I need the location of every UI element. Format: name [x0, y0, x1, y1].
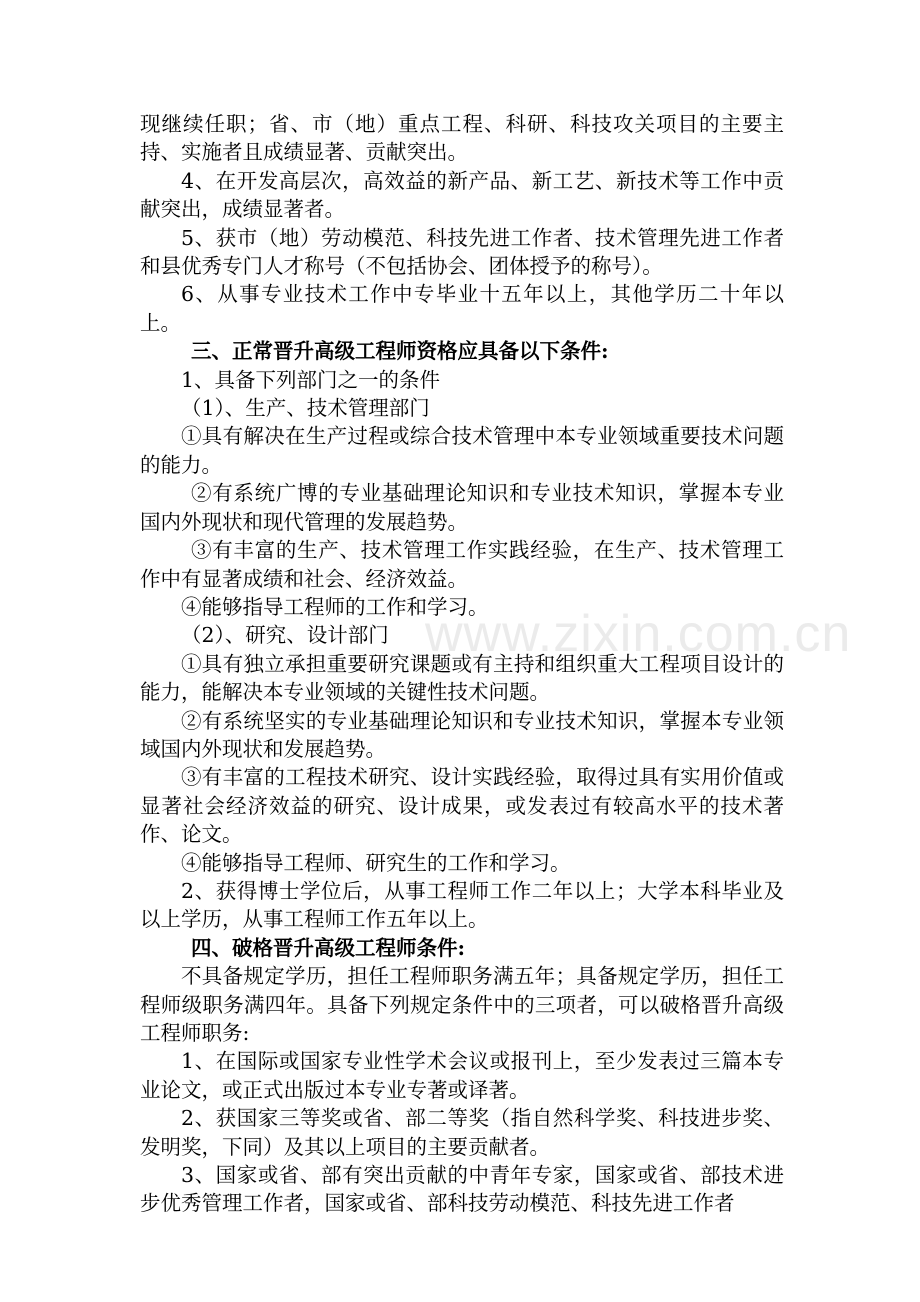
list-item-5: 5、获市（地）劳动模范、科技先进工作者、技术管理先进工作者和县优秀专门人才称号（不包括协会、团体授予的称号）。: [140, 225, 784, 279]
condition-item-2: ②有系统坚实的专业基础理论知识和专业技术知识，掌握本专业领域国内外现状和发展趋势。: [140, 708, 784, 761]
list-item-3: 3、国家或省、部有突出贡献的中青年专家，国家或省、部技术进步优秀管理工作者，国家或省、部科技劳动模范、科技先进工作者: [140, 1163, 784, 1216]
subsection-heading-2: （2）、研究、设计部门: [181, 623, 389, 648]
condition-item-1: ①具有独立承担重要研究课题或有主持和组织重大工程项目设计的能力，能解决本专业领域的关键性技术问题。: [140, 651, 784, 705]
condition-item-1: ①具有解决在生产过程或综合技术管理中本专业领域重要技术问题的能力。: [140, 424, 784, 477]
paragraph: 现继续任职；省、市（地）重点工程、科研、科技攻关项目的主要主持、实施者且成绩显著、贡献突出。: [140, 112, 784, 165]
section-heading-3: 三、正常晋升高级工程师资格应具备以下条件:: [191, 339, 609, 364]
list-item-1: 1、在国际或国家专业性学术会议或报刊上，至少发表过三篇本专业论文，或正式出版过本专业专著或译著。: [140, 1049, 784, 1102]
list-item-6: 6、从事专业技术工作中专毕业十五年以上，其他学历二十年以上。: [140, 282, 784, 335]
document-body: [140, 110, 784, 1218]
condition-item-3: ③有丰富的生产、技术管理工作实践经验，在生产、技术管理工作中有显著成绩和社会、经济效益。: [140, 538, 784, 591]
condition-item-4: ④能够指导工程师的工作和学习。: [181, 594, 489, 619]
watermark: www.zixin.com.cn: [425, 605, 852, 663]
subsection-heading-1: （1）、生产、技术管理部门: [181, 396, 430, 421]
condition-item-4: ④能够指导工程师、研究生的工作和学习。: [181, 850, 571, 875]
list-item-2: 2、获国家三等奖或省、部二等奖（指自然科学奖、科技进步奖、发明奖，下同）及其以上项目的主要贡献者。: [140, 1106, 784, 1159]
condition-item-2: ②有系统广博的专业基础理论知识和专业技术知识，掌握本专业国内外现状和现代管理的发展趋势。: [140, 481, 784, 534]
condition-item-3: ③有丰富的工程技术研究、设计实践经验，取得过具有实用价值或显著社会经济效益的研究、设计成果，或发表过有较高水平的技术著作、论文。: [140, 765, 784, 847]
list-item-2: 2、获得博士学位后，从事工程师工作二年以上；大学本科毕业及以上学历，从事工程师工作五年以上。: [140, 878, 784, 932]
list-item-4: 4、在开发高层次，高效益的新产品、新工艺、新技术等工作中贡献突出，成绩显著者。: [140, 168, 784, 222]
list-item-1: 1、具备下列部门之一的条件: [181, 367, 441, 392]
section-heading-4: 四、破格晋升高级工程师条件:: [191, 935, 466, 960]
paragraph: 不具备规定学历，担任工程师职务满五年；具备规定学历，担任工程师级职务满四年。具备下列规定条件中的三项者，可以破格晋升高级工程师职务:: [140, 964, 784, 1045]
